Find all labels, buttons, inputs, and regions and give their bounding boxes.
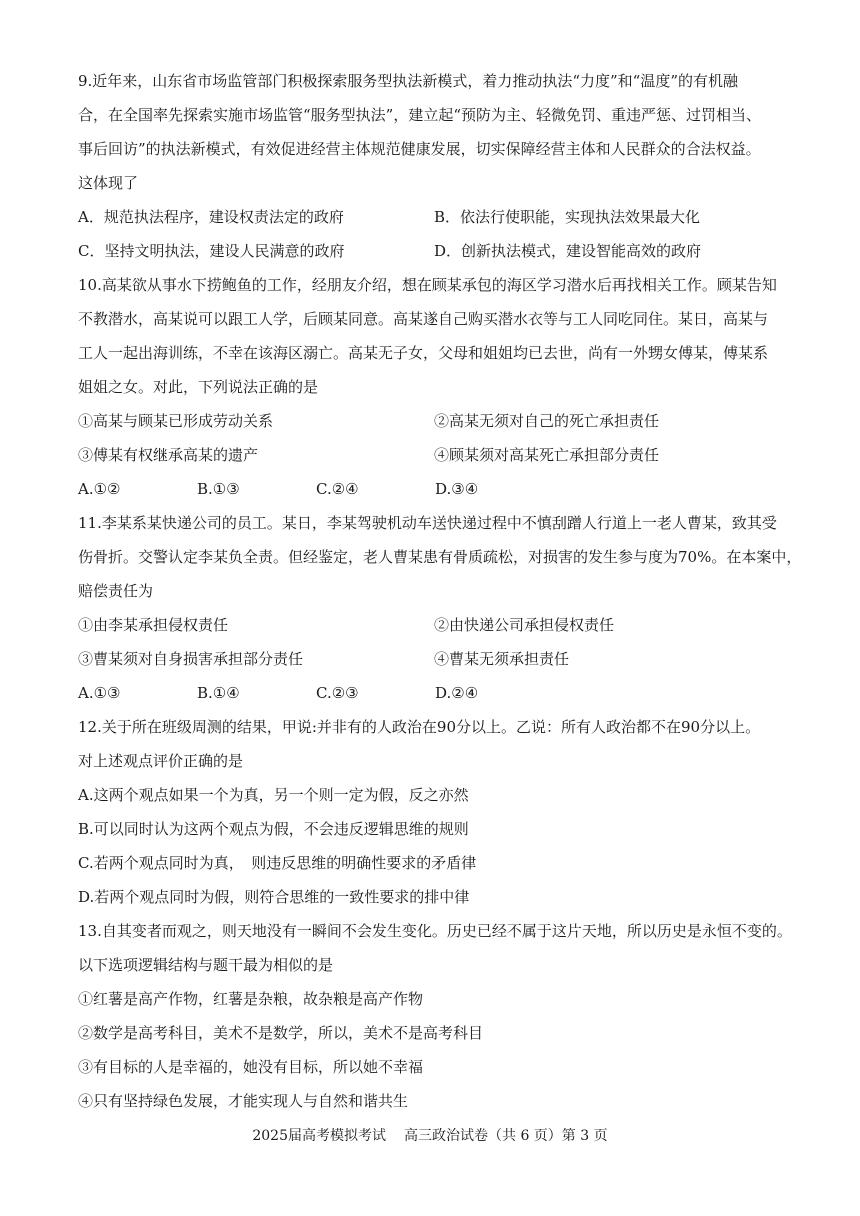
option-b: B.①④ bbox=[197, 684, 240, 702]
question-10 bbox=[78, 268, 790, 506]
option-d: D.③④ bbox=[435, 480, 479, 498]
option-c: C．坚持文明执法，建设人民满意的政府 bbox=[78, 242, 345, 260]
page-footer bbox=[0, 1126, 860, 1146]
question-stem-line: 9.近年来，山东省市场监管部门积极探索服务型执法新模式，着力推动执法“力度”和“温度”的有机融 bbox=[78, 72, 738, 90]
statement-row bbox=[78, 438, 790, 472]
question-stem-line: 以下选项逻辑结构与题干最为相似的是 bbox=[78, 956, 334, 974]
option-d: D．创新执法模式，建设智能高效的政府 bbox=[434, 242, 702, 260]
question-stem-line: 这体现了 bbox=[78, 174, 139, 192]
question-13 bbox=[78, 914, 790, 1118]
question-12 bbox=[78, 710, 790, 914]
question-stem-line: 11.李某系某快递公司的员工。某日，李某驾驶机动车送快递过程中不慎刮蹭人行道上一老人曹某，致其受 bbox=[78, 514, 777, 532]
option-a: A.这两个观点如果一个为真，另一个则一定为假，反之亦然 bbox=[78, 786, 469, 804]
question-stem-line: 事后回访”的执法新模式，有效促进经营主体规范健康发展，切实保障经营主体和人民群众的合法权益。 bbox=[78, 140, 761, 158]
option-b: B．依法行使职能，实现执法效果最大化 bbox=[434, 208, 701, 226]
statement-4: ④曹某无须承担责任 bbox=[434, 650, 570, 668]
question-stem-line: 伤骨折。交警认定李某负全责。但经鉴定，老人曹某患有骨质疏松，对损害的发生参与度为70%。在本案中， bbox=[78, 548, 802, 566]
statement-1: ①红薯是高产作物，红薯是杂粮，故杂粮是高产作物 bbox=[78, 990, 424, 1008]
option-d: D.②④ bbox=[435, 684, 479, 702]
option-b: B.①③ bbox=[197, 480, 240, 498]
option-b: B.可以同时认为这两个观点为假，不会违反逻辑思维的规则 bbox=[78, 820, 469, 838]
question-11 bbox=[78, 506, 802, 710]
statement-2: ②由快递公司承担侵权责任 bbox=[434, 616, 615, 634]
option-a: A.①② bbox=[78, 480, 121, 498]
statement-3: ③傅某有权继承高某的遗产 bbox=[78, 446, 259, 464]
statement-row bbox=[78, 608, 790, 642]
question-stem-line: 姐姐之女。对此，下列说法正确的是 bbox=[78, 378, 319, 396]
option-c: C.②③ bbox=[316, 684, 359, 702]
question-stem-line: 工人一起出海训练，不幸在该海区溺亡。高某无子女，父母和姐姐均已去世，尚有一外甥女傅某，傅某系 bbox=[78, 344, 769, 362]
footer-page-info: 高三政治试卷（共 6 页）第 3 页 bbox=[404, 1128, 608, 1144]
statement-4: ④顾某须对高某死亡承担部分责任 bbox=[434, 446, 660, 464]
statement-1: ①由李某承担侵权责任 bbox=[78, 616, 229, 634]
option-row bbox=[78, 472, 790, 506]
exam-page bbox=[78, 64, 802, 1118]
statement-2: ②数学是高考科目，美术不是数学，所以，美术不是高考科目 bbox=[78, 1024, 484, 1042]
statement-row bbox=[78, 404, 790, 438]
statement-row bbox=[78, 642, 790, 676]
option-row bbox=[78, 676, 790, 710]
footer-exam-title: 2025届高考模拟考试 bbox=[252, 1128, 386, 1144]
option-c: C.②④ bbox=[316, 480, 359, 498]
question-stem-line: 合，在全国率先探索实施市场监管“服务型执法”，建立起“预防为主、轻微免罚、重违严惩、过罚相当、 bbox=[78, 106, 762, 124]
statement-1: ①高某与顾某已形成劳动关系 bbox=[78, 412, 274, 430]
statement-2: ②高某无须对自己的死亡承担责任 bbox=[434, 412, 660, 430]
option-d: D.若两个观点同时为假，则符合思维的一致性要求的排中律 bbox=[78, 888, 470, 906]
question-stem-line: 赔偿责任为 bbox=[78, 582, 154, 600]
question-stem-line: 13.自其变者而观之，则天地没有一瞬间不会发生变化。历史已经不属于这片天地，所以历史是永恒不变的。 bbox=[78, 922, 792, 940]
option-a: A．规范执法程序，建设权责法定的政府 bbox=[78, 208, 344, 226]
question-stem-line: 对上述观点评价正确的是 bbox=[78, 752, 244, 770]
question-stem-line: 12.关于所在班级周测的结果，甲说:并非有的人政治在90分以上。乙说：所有人政治都不在90分以上。 bbox=[78, 718, 761, 736]
statement-3: ③曹某须对自身损害承担部分责任 bbox=[78, 650, 304, 668]
option-row bbox=[78, 234, 790, 268]
statement-3: ③有目标的人是幸福的，她没有目标，所以她不幸福 bbox=[78, 1058, 424, 1076]
statement-4: ④只有坚持绿色发展，才能实现人与自然和谐共生 bbox=[78, 1092, 409, 1110]
question-stem-line: 不教潜水，高某说可以跟工人学，后顾某同意。高某遂自己购买潜水衣等与工人同吃同住。某日，高某与 bbox=[78, 310, 769, 328]
question-9 bbox=[78, 64, 790, 268]
option-a: A.①③ bbox=[78, 684, 121, 702]
option-row bbox=[78, 200, 790, 234]
question-stem-line: 10.高某欲从事水下捞鲍鱼的工作，经朋友介绍，想在顾某承包的海区学习潜水后再找相关工作。顾某告知 bbox=[78, 276, 777, 294]
option-c: C.若两个观点同时为真， 则违反思维的明确性要求的矛盾律 bbox=[78, 854, 477, 872]
